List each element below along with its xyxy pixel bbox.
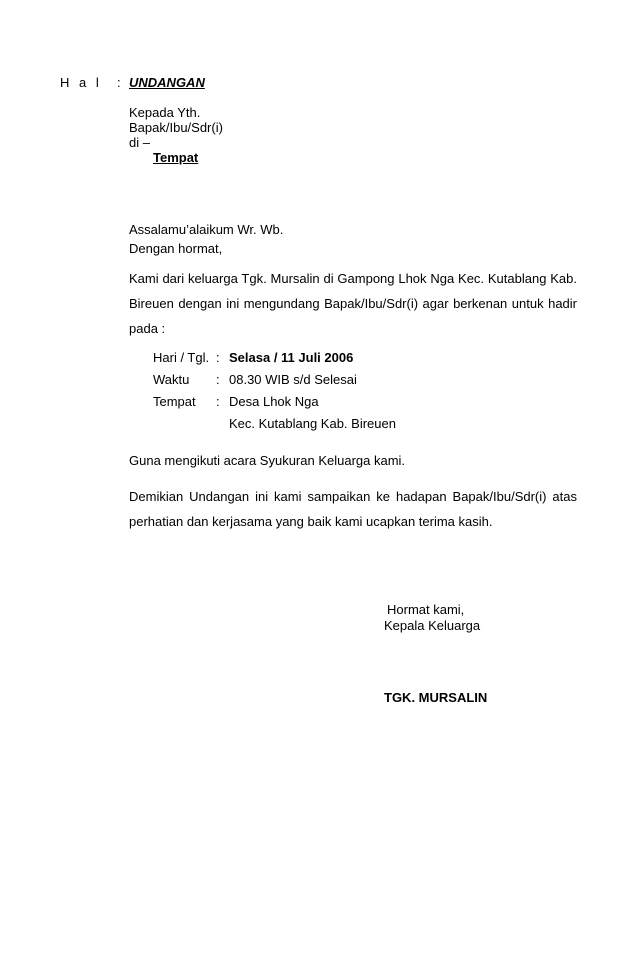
detail-day-label: Hari / Tgl.: [153, 350, 210, 365]
detail-place-label: Tempat: [153, 394, 196, 409]
detail-time-label: Waktu: [153, 372, 190, 387]
greeting-hormat: Dengan hormat,: [129, 241, 223, 256]
detail-place-value-2: Kec. Kutablang Kab. Bireuen: [229, 416, 396, 431]
closing-paragraph: Demikian Undangan ini kami sampaikan ke hadapan Bapak/Ibu/Sdr(i) atas perhatian dan kerjasama yang baik kami ucapkan terima kasih.: [129, 489, 577, 529]
signature-name: TGK. MURSALIN: [384, 690, 488, 705]
recipient-line-1: Kepada Yth.: [129, 105, 201, 120]
detail-place-colon: :: [216, 394, 220, 409]
detail-day-value: Selasa / 11 Juli 2006: [229, 350, 354, 365]
letter-subject: UNDANGAN: [129, 75, 205, 90]
hal-colon: :: [117, 75, 121, 90]
recipient-line-3: di –: [129, 135, 150, 150]
hal-label: H a l: [60, 75, 102, 90]
detail-time-value: 08.30 WIB s/d Selesai: [229, 372, 357, 387]
purpose-line: Guna mengikuti acara Syukuran Keluarga kami.: [129, 453, 406, 468]
detail-place-value-1: Desa Lhok Nga: [229, 394, 319, 409]
intro-paragraph: Kami dari keluarga Tgk. Mursalin di Gampong Lhok Nga Kec. Kutablang Kab. Bireuen dengan ini mengundang Bapak/Ibu/Sdr(i) agar berkenan untuk hadir pada :: [129, 271, 577, 336]
signature-regards: Hormat kami,: [387, 602, 465, 617]
signature-role: Kepala Keluarga: [384, 618, 481, 633]
detail-day-colon: :: [216, 350, 220, 365]
recipient-place: Tempat: [153, 150, 199, 165]
detail-time-colon: :: [216, 372, 220, 387]
recipient-line-2: Bapak/Ibu/Sdr(i): [129, 120, 223, 135]
greeting-salam: Assalamu’alaikum Wr. Wb.: [129, 222, 284, 237]
